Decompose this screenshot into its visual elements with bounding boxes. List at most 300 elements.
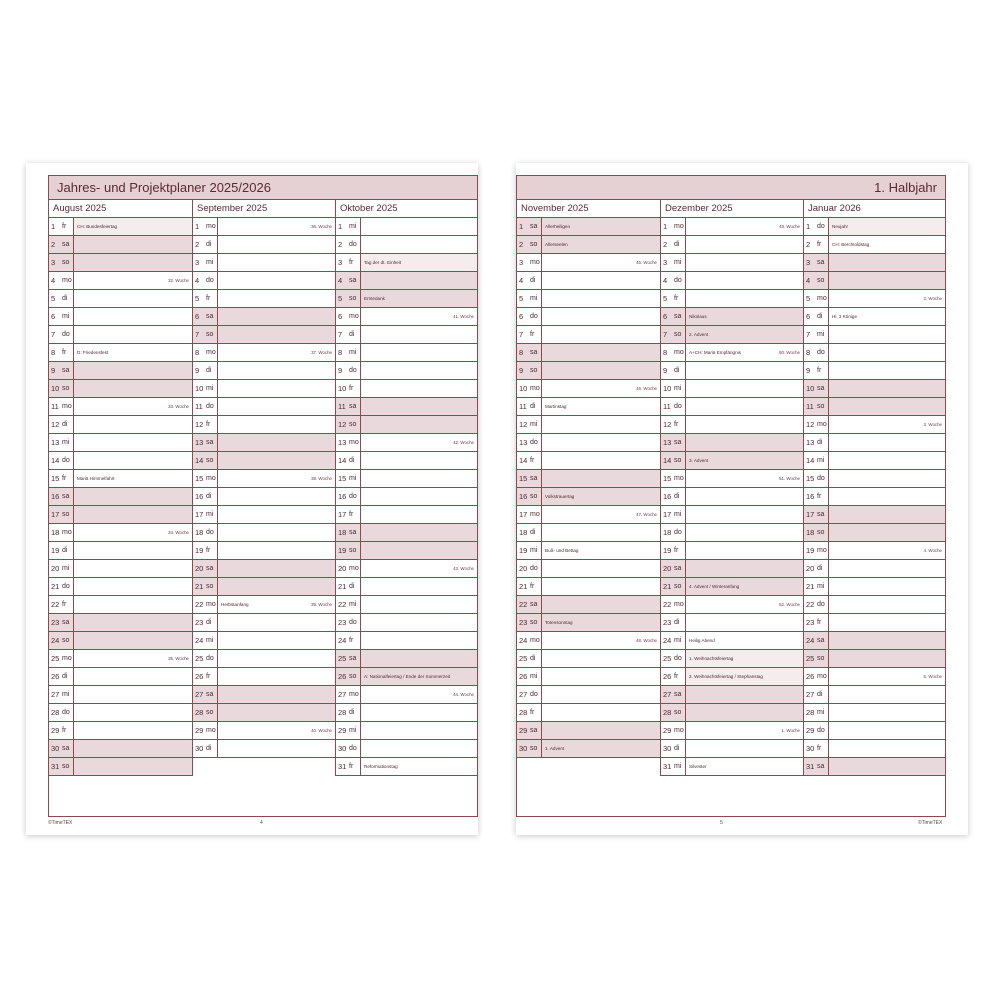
day-number: 29 — [663, 726, 672, 735]
page-number: 5 — [720, 820, 723, 826]
day-number: 19 — [51, 546, 60, 555]
day-row — [336, 452, 477, 470]
day-row — [336, 308, 477, 326]
weekday-label: so — [62, 758, 74, 775]
day-row — [517, 488, 660, 506]
weekday-label: so — [62, 380, 74, 397]
day-row — [193, 668, 335, 686]
day-row — [517, 542, 660, 560]
holiday-note: Allerseelen — [545, 242, 568, 247]
day-number: 13 — [519, 438, 528, 447]
weekday-label: mo — [530, 632, 542, 649]
day-row — [193, 344, 335, 362]
day-row — [517, 704, 660, 722]
day-number: 22 — [195, 600, 204, 609]
day-entry-cell — [74, 506, 192, 523]
weekday-label: do — [206, 650, 218, 667]
day-row — [193, 254, 335, 272]
day-entry-cell — [686, 236, 803, 253]
weekday-label: fr — [530, 578, 542, 595]
page-title: Jahres- und Projektplaner 2025/2026 — [49, 176, 477, 200]
day-entry-cell — [74, 632, 192, 649]
weekday-label: sa — [349, 650, 361, 667]
weekday-label: fr — [530, 326, 542, 343]
day-entry-cell — [542, 560, 660, 577]
day-entry-cell — [686, 704, 803, 721]
day-number: 10 — [195, 384, 204, 393]
day-entry-cell — [542, 434, 660, 451]
weekday-label: so — [817, 650, 829, 667]
day-row — [49, 758, 192, 776]
weekday-label: mi — [530, 668, 542, 685]
day-entry-cell — [361, 398, 477, 415]
day-entry-cell — [74, 596, 192, 613]
day-row — [49, 470, 192, 488]
holiday-note: Buß- und Bettag — [545, 548, 579, 553]
day-number: 17 — [338, 510, 347, 519]
weekday-label: so — [62, 632, 74, 649]
day-number: 16 — [806, 492, 815, 501]
day-number: 18 — [195, 528, 204, 537]
day-row — [49, 434, 192, 452]
weekday-label: di — [62, 542, 74, 559]
weekday-label: di — [206, 488, 218, 505]
weekday-label: fr — [62, 596, 74, 613]
weekday-label: di — [817, 560, 829, 577]
weekday-label: do — [817, 596, 829, 613]
day-entry-cell — [361, 686, 477, 703]
day-number: 19 — [195, 546, 204, 555]
calendar-week-label: 40. Woche — [311, 728, 332, 733]
calendar-week-label: 50. Woche — [779, 350, 800, 355]
day-entry-cell — [686, 416, 803, 433]
day-entry-cell — [361, 452, 477, 469]
weekday-label: di — [817, 686, 829, 703]
day-entry-cell — [686, 578, 803, 595]
day-row — [517, 254, 660, 272]
day-number: 11 — [804, 398, 817, 415]
day-entry-cell — [74, 290, 192, 307]
day-entry-cell — [686, 344, 803, 361]
day-entry-cell — [829, 614, 945, 631]
day-number: 28 — [338, 708, 347, 717]
day-row — [517, 344, 660, 362]
planner-page-right — [516, 163, 968, 835]
weekday-label: sa — [62, 488, 74, 505]
holiday-note: Herbstanfang — [221, 602, 249, 607]
day-number: 8 — [663, 348, 668, 357]
day-entry-cell — [361, 254, 477, 271]
weekday-label: sa — [62, 362, 74, 379]
weekday-label: fr — [62, 470, 74, 487]
calendar-week-label: 34. Woche — [168, 530, 189, 535]
day-number: 15 — [338, 474, 347, 483]
day-number: 24 — [49, 632, 62, 649]
day-number: 7 — [193, 326, 206, 343]
day-number: 13 — [51, 438, 60, 447]
day-entry-cell — [829, 542, 945, 559]
day-entry-cell — [218, 344, 335, 361]
day-number: 6 — [193, 308, 206, 325]
day-entry-cell — [361, 722, 477, 739]
day-number: 2 — [49, 236, 62, 253]
day-entry-cell — [829, 236, 945, 253]
weekday-label: fr — [817, 488, 829, 505]
day-row — [517, 560, 660, 578]
day-number: 30 — [338, 744, 347, 753]
day-row — [49, 344, 192, 362]
weekday-label: so — [530, 614, 542, 631]
day-row — [336, 704, 477, 722]
calendar-week-label: 1. Woche — [781, 728, 800, 733]
day-number: 2 — [806, 240, 811, 249]
day-number: 21 — [519, 582, 528, 591]
day-row — [193, 578, 335, 596]
holiday-note: Totensonntag — [545, 620, 573, 625]
day-row — [193, 542, 335, 560]
weekday-label: do — [62, 578, 74, 595]
day-row — [661, 578, 803, 596]
weekday-label: sa — [817, 758, 829, 775]
day-number: 3 — [663, 258, 668, 267]
day-number: 18 — [663, 528, 672, 537]
day-number: 23 — [517, 614, 530, 631]
day-row — [336, 326, 477, 344]
weekday-label: do — [206, 398, 218, 415]
day-entry-cell — [361, 614, 477, 631]
day-number: 15 — [195, 474, 204, 483]
day-number: 24 — [663, 636, 672, 645]
day-entry-cell — [829, 506, 945, 523]
day-number: 27 — [51, 690, 60, 699]
day-row — [49, 506, 192, 524]
weekday-label: fr — [62, 722, 74, 739]
day-number: 6 — [51, 312, 56, 321]
day-entry-cell — [361, 344, 477, 361]
day-entry-cell — [542, 578, 660, 595]
day-row — [336, 470, 477, 488]
weekday-label: do — [206, 524, 218, 541]
day-entry-cell — [361, 236, 477, 253]
day-row — [661, 560, 803, 578]
day-row — [193, 596, 335, 614]
weekday-label: sa — [530, 470, 542, 487]
day-entry-cell — [74, 236, 192, 253]
day-row — [517, 722, 660, 740]
day-entry-cell — [74, 686, 192, 703]
day-row — [193, 722, 335, 740]
day-entry-cell — [542, 380, 660, 397]
day-row — [49, 722, 192, 740]
day-row — [804, 632, 945, 650]
day-entry-cell — [829, 722, 945, 739]
day-entry-cell — [218, 506, 335, 523]
day-entry-cell — [686, 758, 803, 775]
day-row — [193, 650, 335, 668]
day-entry-cell — [74, 398, 192, 415]
day-entry-cell — [829, 650, 945, 667]
month-column — [49, 200, 192, 776]
day-number: 4 — [336, 272, 349, 289]
calendar-week-label: 45. Woche — [636, 260, 657, 265]
day-row — [193, 416, 335, 434]
day-entry-cell — [542, 524, 660, 541]
day-entry-cell — [686, 380, 803, 397]
day-row — [804, 362, 945, 380]
day-entry-cell — [361, 740, 477, 757]
day-row — [804, 218, 945, 236]
day-entry-cell — [361, 650, 477, 667]
holiday-note: Erntedank — [364, 296, 385, 301]
day-row — [49, 308, 192, 326]
day-row — [49, 704, 192, 722]
day-row — [661, 650, 803, 668]
weekday-label: fr — [674, 290, 686, 307]
day-row — [49, 668, 192, 686]
day-row — [336, 542, 477, 560]
day-number: 31 — [804, 758, 817, 775]
day-row — [804, 434, 945, 452]
weekday-label: do — [530, 434, 542, 451]
day-entry-cell — [361, 308, 477, 325]
weekday-label: do — [674, 272, 686, 289]
holiday-note: Heilig Abend — [689, 638, 715, 643]
day-entry-cell — [361, 488, 477, 505]
weekday-label: di — [206, 614, 218, 631]
weekday-label: do — [530, 560, 542, 577]
day-number: 26 — [336, 668, 349, 685]
weekday-label: di — [530, 524, 542, 541]
weekday-label: so — [530, 236, 542, 253]
weekday-label: sa — [530, 722, 542, 739]
day-entry-cell — [686, 452, 803, 469]
weekday-label: sa — [62, 740, 74, 757]
day-entry-cell — [542, 236, 660, 253]
weekday-label: fr — [62, 344, 74, 361]
day-entry-cell — [218, 290, 335, 307]
day-row — [517, 686, 660, 704]
day-number: 6 — [338, 312, 343, 321]
day-row — [336, 758, 477, 776]
day-number: 30 — [806, 744, 815, 753]
day-row — [193, 470, 335, 488]
day-row — [336, 686, 477, 704]
weekday-label: so — [349, 542, 361, 559]
day-number: 2 — [517, 236, 530, 253]
day-number: 22 — [517, 596, 530, 613]
weekday-label: fr — [530, 704, 542, 721]
day-entry-cell — [829, 416, 945, 433]
day-entry-cell — [829, 704, 945, 721]
day-entry-cell — [218, 578, 335, 595]
calendar-week-label: 4. Woche — [923, 548, 942, 553]
calendar-week-label: 2. Woche — [923, 296, 942, 301]
day-number: 25 — [663, 654, 672, 663]
weekday-label: mo — [349, 560, 361, 577]
weekday-label: do — [206, 272, 218, 289]
weekday-label: so — [206, 578, 218, 595]
day-row — [517, 398, 660, 416]
weekday-label: mo — [674, 218, 686, 235]
weekday-label: sa — [674, 308, 686, 325]
day-number: 13 — [661, 434, 674, 451]
day-entry-cell — [542, 740, 660, 757]
day-row — [517, 236, 660, 254]
day-number: 28 — [193, 704, 206, 721]
day-number: 29 — [51, 726, 60, 735]
weekday-label: fr — [62, 218, 74, 235]
day-row — [661, 254, 803, 272]
day-row — [661, 722, 803, 740]
day-row — [661, 596, 803, 614]
weekday-label: mi — [817, 326, 829, 343]
day-number: 26 — [51, 672, 60, 681]
day-row — [336, 254, 477, 272]
holiday-note: Hl. 3 Könige — [832, 314, 858, 319]
day-row — [804, 452, 945, 470]
day-entry-cell — [361, 218, 477, 235]
weekday-label: so — [674, 326, 686, 343]
day-entry-cell — [829, 740, 945, 757]
weekday-label: so — [62, 254, 74, 271]
day-entry-cell — [74, 326, 192, 343]
day-row — [804, 524, 945, 542]
page-title: 1. Halbjahr — [517, 176, 945, 200]
weekday-label: do — [349, 740, 361, 757]
day-number: 29 — [806, 726, 815, 735]
day-entry-cell — [218, 650, 335, 667]
day-row — [336, 524, 477, 542]
day-entry-cell — [74, 650, 192, 667]
day-row — [661, 290, 803, 308]
day-entry-cell — [686, 434, 803, 451]
day-number: 9 — [517, 362, 530, 379]
day-number: 27 — [806, 690, 815, 699]
day-number: 10 — [804, 380, 817, 397]
day-row — [661, 524, 803, 542]
day-entry-cell — [829, 344, 945, 361]
day-row — [193, 524, 335, 542]
day-number: 5 — [195, 294, 200, 303]
day-rows — [49, 218, 192, 776]
month-title: Januar 2026 — [804, 200, 945, 218]
calendar-week-label: 38. Woche — [311, 476, 332, 481]
weekday-label: mo — [674, 596, 686, 613]
day-entry-cell — [218, 668, 335, 685]
day-row — [661, 506, 803, 524]
day-row — [661, 362, 803, 380]
holiday-note: D: Friedensfest — [77, 350, 109, 355]
day-row — [193, 452, 335, 470]
weekday-label: sa — [349, 524, 361, 541]
day-entry-cell — [829, 686, 945, 703]
weekday-label: di — [674, 236, 686, 253]
day-number: 27 — [193, 686, 206, 703]
day-number: 13 — [806, 438, 815, 447]
weekday-label: so — [206, 326, 218, 343]
day-row — [336, 236, 477, 254]
day-entry-cell — [361, 542, 477, 559]
day-number: 7 — [51, 330, 56, 339]
day-number: 4 — [51, 276, 56, 285]
day-row — [804, 542, 945, 560]
day-number: 6 — [806, 312, 811, 321]
day-entry-cell — [361, 596, 477, 613]
day-entry-cell — [829, 326, 945, 343]
holiday-note: 1. Weihnachtsfeiertag — [689, 656, 734, 661]
calendar-week-label: 32. Woche — [168, 278, 189, 283]
weekday-label: di — [62, 416, 74, 433]
holiday-note: 2. Advent — [689, 332, 709, 337]
day-row — [517, 668, 660, 686]
weekday-label: di — [674, 488, 686, 505]
day-number: 4 — [663, 276, 668, 285]
weekday-label: di — [674, 614, 686, 631]
day-entry-cell — [829, 452, 945, 469]
day-entry-cell — [829, 596, 945, 613]
day-row — [336, 596, 477, 614]
day-row — [804, 398, 945, 416]
day-row — [336, 722, 477, 740]
day-row — [49, 614, 192, 632]
day-entry-cell — [829, 560, 945, 577]
month-column — [660, 200, 803, 776]
calendar-week-label: 48. Woche — [636, 638, 657, 643]
weekday-label: mo — [817, 416, 829, 433]
day-number: 20 — [193, 560, 206, 577]
day-number: 1 — [517, 218, 530, 235]
calendar-week-label: 51. Woche — [779, 476, 800, 481]
weekday-label: mo — [62, 398, 74, 415]
day-entry-cell — [74, 488, 192, 505]
copyright-footer: ©TimeTEX — [918, 820, 943, 826]
weekday-label: sa — [349, 398, 361, 415]
day-number: 15 — [517, 470, 530, 487]
day-entry-cell — [686, 632, 803, 649]
day-entry-cell — [542, 470, 660, 487]
day-row — [517, 506, 660, 524]
day-entry-cell — [218, 254, 335, 271]
weekday-label: mi — [530, 416, 542, 433]
weekday-label: fr — [674, 416, 686, 433]
weekday-label: do — [349, 614, 361, 631]
day-entry-cell — [361, 290, 477, 307]
day-number: 7 — [661, 326, 674, 343]
day-number: 2 — [195, 240, 200, 249]
day-row — [661, 398, 803, 416]
day-row — [336, 560, 477, 578]
weekday-label: sa — [206, 686, 218, 703]
weekday-label: mi — [62, 686, 74, 703]
day-number: 8 — [338, 348, 343, 357]
day-number: 26 — [663, 672, 672, 681]
day-entry-cell — [829, 434, 945, 451]
weekday-label: sa — [206, 560, 218, 577]
day-entry-cell — [686, 722, 803, 739]
day-entry-cell — [829, 398, 945, 415]
day-row — [517, 740, 660, 758]
day-entry-cell — [218, 362, 335, 379]
day-row — [193, 236, 335, 254]
weekday-label: fr — [817, 362, 829, 379]
day-number: 13 — [338, 438, 347, 447]
day-row — [517, 326, 660, 344]
weekday-label: do — [817, 218, 829, 235]
day-entry-cell — [361, 506, 477, 523]
day-number: 23 — [338, 618, 347, 627]
weekday-label: so — [674, 452, 686, 469]
weekday-label: sa — [674, 560, 686, 577]
